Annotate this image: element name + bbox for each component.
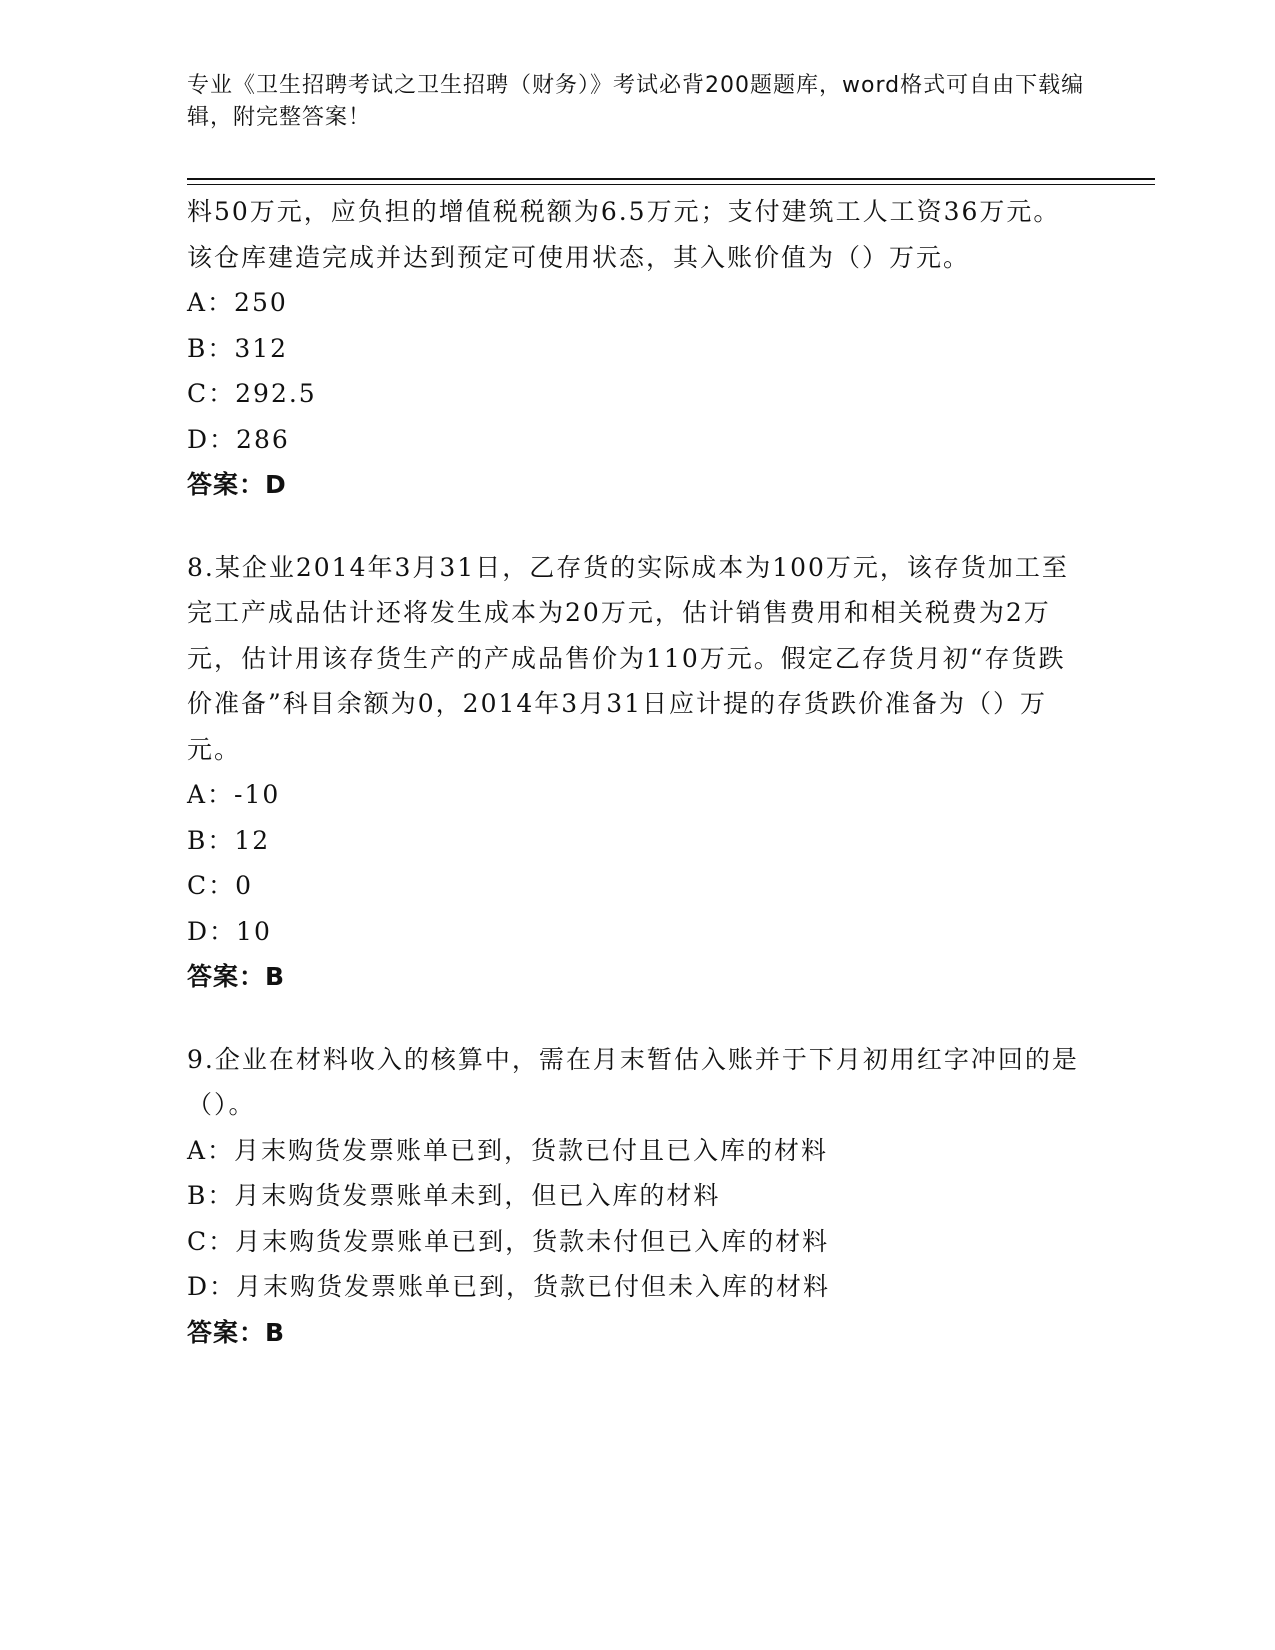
question-stem: 8.某企业2014年3月31日，乙存货的实际成本为100万元，该存货加工至完工产成品估计还将发生成本为20万元，估计销售费用和相关税费为2万元，估计用该存货生产的产成品售价为110万元。假定乙存货月初“存货跌价准备”科目余额为0，2014年3月31日应计提的存货跌价准备为（）万元。: [187, 552, 1069, 764]
option-c: C：0: [187, 871, 254, 900]
option-c: C：292.5: [187, 379, 317, 408]
question-7: [187, 189, 1087, 508]
option-b: B：12: [187, 825, 271, 855]
question-gap: [187, 1000, 1087, 1037]
option-d: D：286: [187, 424, 290, 454]
question-8: [187, 545, 1087, 1000]
question-9: [187, 1037, 1087, 1356]
option-d: D：10: [187, 916, 272, 946]
question-list: [187, 189, 1087, 1355]
page-header: 专业《卫生招聘考试之卫生招聘（财务）》考试必背200题题库，word格式可自由下载编辑，附完整答案！: [187, 73, 1085, 130]
header-rule-thick: [187, 178, 1155, 180]
answer: 答案：D: [187, 470, 287, 499]
option-b: B：312: [187, 333, 289, 363]
header-rule-thin: [187, 184, 1155, 185]
question-stem: 9.企业在材料收入的核算中，需在月末暂估入账并于下月初用红字冲回的是（）。: [187, 1044, 1079, 1119]
option-b: B：月末购货发票账单未到，但已入库的材料: [187, 1181, 721, 1210]
option-d: D：月末购货发票账单已到，货款已付但未入库的材料: [187, 1272, 831, 1301]
answer: 答案：B: [187, 1317, 286, 1347]
question-stem: 料50万元，应负担的增值税税额为6.5万元；支付建筑工人工资36万元。该仓库建造完成并达到预定可使用状态，其入账价值为（）万元。: [187, 197, 1061, 272]
answer: 答案：B: [187, 962, 286, 991]
question-gap: [187, 508, 1087, 545]
option-a: A：250: [187, 288, 288, 317]
option-a: A：-10: [187, 780, 281, 809]
option-a: A：月末购货发票账单已到，货款已付且已入库的材料: [187, 1135, 829, 1165]
option-c: C：月末购货发票账单已到，货款未付但已入库的材料: [187, 1226, 830, 1256]
